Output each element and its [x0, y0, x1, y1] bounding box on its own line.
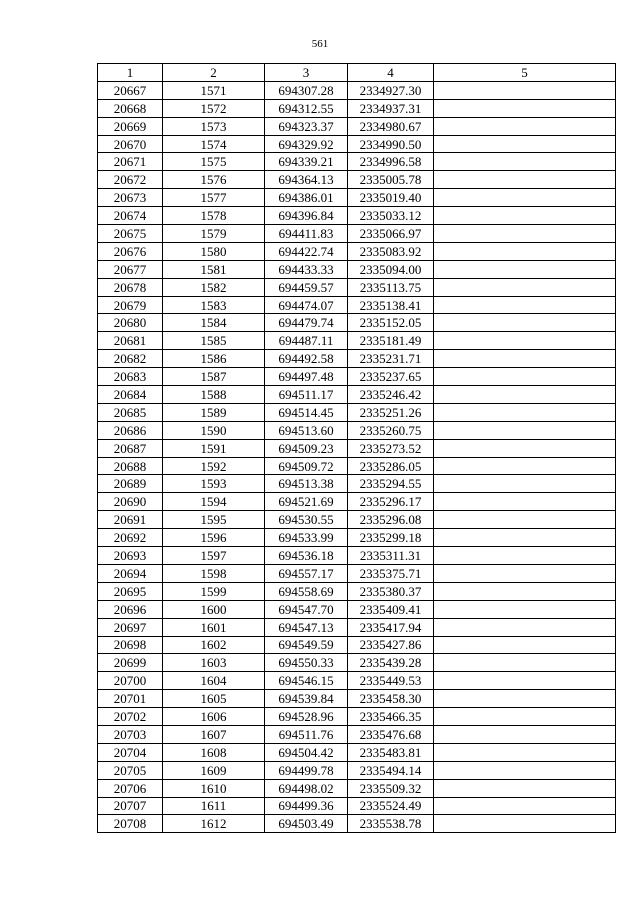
table-cell: 20678 — [98, 278, 163, 296]
table-cell: 1577 — [163, 189, 265, 207]
table-cell — [434, 564, 616, 582]
table-cell: 694509.72 — [265, 457, 348, 475]
table-cell: 20669 — [98, 117, 163, 135]
table-cell: 694411.83 — [265, 225, 348, 243]
table-cell: 20694 — [98, 564, 163, 582]
table-cell: 20689 — [98, 475, 163, 493]
table-cell: 1608 — [163, 743, 265, 761]
table-row — [98, 99, 616, 117]
table-cell: 1583 — [163, 296, 265, 314]
table-cell: 20673 — [98, 189, 163, 207]
table-row — [98, 672, 616, 690]
table-cell: 1585 — [163, 332, 265, 350]
table-cell: 694459.57 — [265, 278, 348, 296]
table-cell: 20668 — [98, 99, 163, 117]
table-cell: 1593 — [163, 475, 265, 493]
table-cell: 1607 — [163, 725, 265, 743]
table-row — [98, 332, 616, 350]
table-cell: 2334937.31 — [348, 99, 434, 117]
table-cell: 2335483.81 — [348, 743, 434, 761]
table-cell: 2335296.17 — [348, 493, 434, 511]
table-row — [98, 511, 616, 529]
table-cell: 2335409.41 — [348, 600, 434, 618]
table-cell — [434, 529, 616, 547]
table-cell: 2335066.97 — [348, 225, 434, 243]
table-cell: 20698 — [98, 636, 163, 654]
table-cell — [434, 403, 616, 421]
table-cell: 2335152.05 — [348, 314, 434, 332]
table-cell: 2335524.49 — [348, 797, 434, 815]
table-row — [98, 225, 616, 243]
table-cell: 20708 — [98, 815, 163, 833]
table-cell: 2335260.75 — [348, 421, 434, 439]
table-cell: 2335380.37 — [348, 582, 434, 600]
table-cell: 1589 — [163, 403, 265, 421]
table-cell: 1600 — [163, 600, 265, 618]
table-cell: 2335311.31 — [348, 547, 434, 565]
table-cell: 694499.36 — [265, 797, 348, 815]
table-cell — [434, 511, 616, 529]
table-cell: 2334980.67 — [348, 117, 434, 135]
table-cell: 694547.13 — [265, 618, 348, 636]
table-cell: 20681 — [98, 332, 163, 350]
table-cell: 2335246.42 — [348, 386, 434, 404]
table-cell: 1573 — [163, 117, 265, 135]
table-cell: 694504.42 — [265, 743, 348, 761]
table-cell — [434, 797, 616, 815]
table-row — [98, 296, 616, 314]
table-cell: 20707 — [98, 797, 163, 815]
table-cell: 1581 — [163, 260, 265, 278]
table-row — [98, 475, 616, 493]
table-cell — [434, 582, 616, 600]
table-row — [98, 761, 616, 779]
table-cell: 2335427.86 — [348, 636, 434, 654]
table-cell: 20675 — [98, 225, 163, 243]
table-cell: 694533.99 — [265, 529, 348, 547]
table-cell: 2335138.41 — [348, 296, 434, 314]
table-cell: 1582 — [163, 278, 265, 296]
table-row — [98, 690, 616, 708]
table-row — [98, 439, 616, 457]
table-cell: 694312.55 — [265, 99, 348, 117]
table-cell: 1605 — [163, 690, 265, 708]
table-cell: 2335476.68 — [348, 725, 434, 743]
table-cell — [434, 350, 616, 368]
table-cell: 2335251.26 — [348, 403, 434, 421]
table-cell: 20696 — [98, 600, 163, 618]
table-cell: 2335494.14 — [348, 761, 434, 779]
table-cell — [434, 332, 616, 350]
table-cell: 694329.92 — [265, 135, 348, 153]
table-cell: 2335294.55 — [348, 475, 434, 493]
table-cell — [434, 135, 616, 153]
table-cell — [434, 439, 616, 457]
table-cell: 1586 — [163, 350, 265, 368]
table-cell: 694513.60 — [265, 421, 348, 439]
table-row — [98, 547, 616, 565]
table-cell — [434, 547, 616, 565]
table-cell: 20690 — [98, 493, 163, 511]
table-cell: 2335286.05 — [348, 457, 434, 475]
table-row — [98, 350, 616, 368]
table-cell: 20697 — [98, 618, 163, 636]
table-cell: 694547.70 — [265, 600, 348, 618]
table-cell — [434, 636, 616, 654]
table-cell — [434, 421, 616, 439]
table-cell: 1606 — [163, 708, 265, 726]
table-cell — [434, 690, 616, 708]
table-cell: 20676 — [98, 242, 163, 260]
table-cell — [434, 708, 616, 726]
table-cell: 1612 — [163, 815, 265, 833]
table-cell: 1584 — [163, 314, 265, 332]
page-number: 561 — [311, 38, 329, 50]
table-cell — [434, 654, 616, 672]
table-cell: 2335449.53 — [348, 672, 434, 690]
table-row — [98, 242, 616, 260]
table-cell: 1599 — [163, 582, 265, 600]
table-cell — [434, 600, 616, 618]
table-cell: 1590 — [163, 421, 265, 439]
table-cell: 20682 — [98, 350, 163, 368]
table-cell: 1602 — [163, 636, 265, 654]
table-cell: 694422.74 — [265, 242, 348, 260]
table-cell: 1597 — [163, 547, 265, 565]
table-cell: 20705 — [98, 761, 163, 779]
table-cell: 20695 — [98, 582, 163, 600]
table-cell — [434, 493, 616, 511]
table-row — [98, 189, 616, 207]
table-row — [98, 493, 616, 511]
table-cell: 694497.48 — [265, 368, 348, 386]
table-cell: 20700 — [98, 672, 163, 690]
table-cell: 20701 — [98, 690, 163, 708]
table-cell: 2335509.32 — [348, 779, 434, 797]
table-cell: 694521.69 — [265, 493, 348, 511]
table-cell — [434, 81, 616, 99]
table-cell: 20692 — [98, 529, 163, 547]
table-cell — [434, 171, 616, 189]
table-row — [98, 636, 616, 654]
table-cell — [434, 672, 616, 690]
table-row — [98, 797, 616, 815]
table-cell: 1579 — [163, 225, 265, 243]
table-cell — [434, 386, 616, 404]
table-row — [98, 457, 616, 475]
table-row — [98, 81, 616, 99]
table-cell — [434, 207, 616, 225]
table-row — [98, 278, 616, 296]
table-cell: 1576 — [163, 171, 265, 189]
table-cell: 694557.17 — [265, 564, 348, 582]
table-cell: 1571 — [163, 81, 265, 99]
table-cell: 2335237.65 — [348, 368, 434, 386]
table-cell: 1588 — [163, 386, 265, 404]
table-row — [98, 207, 616, 225]
table-row — [98, 368, 616, 386]
table-cell: 694513.38 — [265, 475, 348, 493]
table-cell: 20670 — [98, 135, 163, 153]
table-cell: 1611 — [163, 797, 265, 815]
table-cell: 20703 — [98, 725, 163, 743]
table-cell — [434, 296, 616, 314]
table-cell: 694528.96 — [265, 708, 348, 726]
table-row — [98, 725, 616, 743]
table-cell: 2334996.58 — [348, 153, 434, 171]
table-cell — [434, 314, 616, 332]
table-cell: 1603 — [163, 654, 265, 672]
table-cell: 1574 — [163, 135, 265, 153]
table-cell: 694509.23 — [265, 439, 348, 457]
table-cell: 20685 — [98, 403, 163, 421]
table-cell — [434, 368, 616, 386]
table-row — [98, 815, 616, 833]
table-cell: 20686 — [98, 421, 163, 439]
table-cell: 1604 — [163, 672, 265, 690]
table-cell: 694536.18 — [265, 547, 348, 565]
table-cell: 2335375.71 — [348, 564, 434, 582]
table-cell — [434, 743, 616, 761]
table-cell: 694514.45 — [265, 403, 348, 421]
table-cell: 2335019.40 — [348, 189, 434, 207]
table-cell: 20677 — [98, 260, 163, 278]
table-cell: 20667 — [98, 81, 163, 99]
table-cell: 694549.59 — [265, 636, 348, 654]
table-cell — [434, 225, 616, 243]
table-cell — [434, 260, 616, 278]
table-row — [98, 600, 616, 618]
table-row — [98, 153, 616, 171]
table-cell: 2335296.08 — [348, 511, 434, 529]
table-row — [98, 421, 616, 439]
table-cell: 694474.07 — [265, 296, 348, 314]
table-cell: 694546.15 — [265, 672, 348, 690]
table-row — [98, 314, 616, 332]
table-cell: 20702 — [98, 708, 163, 726]
column-header: 5 — [434, 64, 616, 82]
table-cell: 2335466.35 — [348, 708, 434, 726]
table-cell: 694339.21 — [265, 153, 348, 171]
table-cell: 2335005.78 — [348, 171, 434, 189]
table-cell: 2335181.49 — [348, 332, 434, 350]
table-cell: 694307.28 — [265, 81, 348, 99]
table-cell: 1609 — [163, 761, 265, 779]
table-cell: 2335083.92 — [348, 242, 434, 260]
table-cell: 2335439.28 — [348, 654, 434, 672]
table-cell: 694539.84 — [265, 690, 348, 708]
table-cell: 2334990.50 — [348, 135, 434, 153]
table-cell — [434, 779, 616, 797]
table-cell: 1587 — [163, 368, 265, 386]
table-cell: 694530.55 — [265, 511, 348, 529]
table-cell: 1601 — [163, 618, 265, 636]
table-cell: 1594 — [163, 493, 265, 511]
table-cell: 20706 — [98, 779, 163, 797]
table-cell: 694499.78 — [265, 761, 348, 779]
table-cell — [434, 117, 616, 135]
table-row — [98, 260, 616, 278]
table-cell: 694550.33 — [265, 654, 348, 672]
table-cell: 1595 — [163, 511, 265, 529]
table-cell: 2334927.30 — [348, 81, 434, 99]
table-cell: 2335231.71 — [348, 350, 434, 368]
table-cell: 20671 — [98, 153, 163, 171]
table-cell: 20687 — [98, 439, 163, 457]
table-cell — [434, 725, 616, 743]
table-body — [98, 81, 616, 832]
column-header: 1 — [98, 64, 163, 82]
table-cell: 1596 — [163, 529, 265, 547]
table-cell: 20699 — [98, 654, 163, 672]
table-row — [98, 564, 616, 582]
table-cell: 2335033.12 — [348, 207, 434, 225]
table-row — [98, 582, 616, 600]
table-cell: 20688 — [98, 457, 163, 475]
table-cell: 20672 — [98, 171, 163, 189]
table-row — [98, 171, 616, 189]
table-cell — [434, 815, 616, 833]
table-cell — [434, 189, 616, 207]
table-cell: 2335273.52 — [348, 439, 434, 457]
table-cell: 20691 — [98, 511, 163, 529]
table-row — [98, 743, 616, 761]
table-cell: 694323.37 — [265, 117, 348, 135]
table-cell: 2335113.75 — [348, 278, 434, 296]
table-cell: 694492.58 — [265, 350, 348, 368]
table-cell: 20680 — [98, 314, 163, 332]
table-cell: 1572 — [163, 99, 265, 117]
table-cell: 694386.01 — [265, 189, 348, 207]
table-cell: 694433.33 — [265, 260, 348, 278]
table-cell: 694364.13 — [265, 171, 348, 189]
table-cell: 2335299.18 — [348, 529, 434, 547]
table-cell — [434, 618, 616, 636]
table-cell: 694503.49 — [265, 815, 348, 833]
table-cell: 2335094.00 — [348, 260, 434, 278]
table-cell: 1591 — [163, 439, 265, 457]
table-row — [98, 386, 616, 404]
table-cell: 1578 — [163, 207, 265, 225]
table-cell: 694558.69 — [265, 582, 348, 600]
table-cell — [434, 242, 616, 260]
table-cell: 1610 — [163, 779, 265, 797]
table-cell: 2335458.30 — [348, 690, 434, 708]
table-row — [98, 135, 616, 153]
table-cell: 694511.76 — [265, 725, 348, 743]
header-row — [98, 64, 616, 82]
table-cell: 694396.84 — [265, 207, 348, 225]
table-cell — [434, 475, 616, 493]
table-cell — [434, 278, 616, 296]
table-cell: 1592 — [163, 457, 265, 475]
table-cell: 1580 — [163, 242, 265, 260]
table-cell: 2335538.78 — [348, 815, 434, 833]
column-header: 3 — [265, 64, 348, 82]
table-row — [98, 654, 616, 672]
table-cell: 694511.17 — [265, 386, 348, 404]
table-cell — [434, 761, 616, 779]
table-cell: 2335417.94 — [348, 618, 434, 636]
table-row — [98, 117, 616, 135]
table-row — [98, 779, 616, 797]
table-cell — [434, 99, 616, 117]
table-cell: 20674 — [98, 207, 163, 225]
table-cell — [434, 153, 616, 171]
table-cell: 20684 — [98, 386, 163, 404]
table-cell: 20679 — [98, 296, 163, 314]
table-row — [98, 403, 616, 421]
table-cell: 20704 — [98, 743, 163, 761]
table-cell: 20693 — [98, 547, 163, 565]
table-cell: 694479.74 — [265, 314, 348, 332]
table-cell: 694487.11 — [265, 332, 348, 350]
table-row — [98, 708, 616, 726]
table-row — [98, 618, 616, 636]
table-cell: 1598 — [163, 564, 265, 582]
coordinates-table — [97, 63, 616, 833]
table-cell: 1575 — [163, 153, 265, 171]
table-row — [98, 529, 616, 547]
table-cell: 20683 — [98, 368, 163, 386]
column-header: 4 — [348, 64, 434, 82]
table-cell: 694498.02 — [265, 779, 348, 797]
table-cell — [434, 457, 616, 475]
column-header: 2 — [163, 64, 265, 82]
